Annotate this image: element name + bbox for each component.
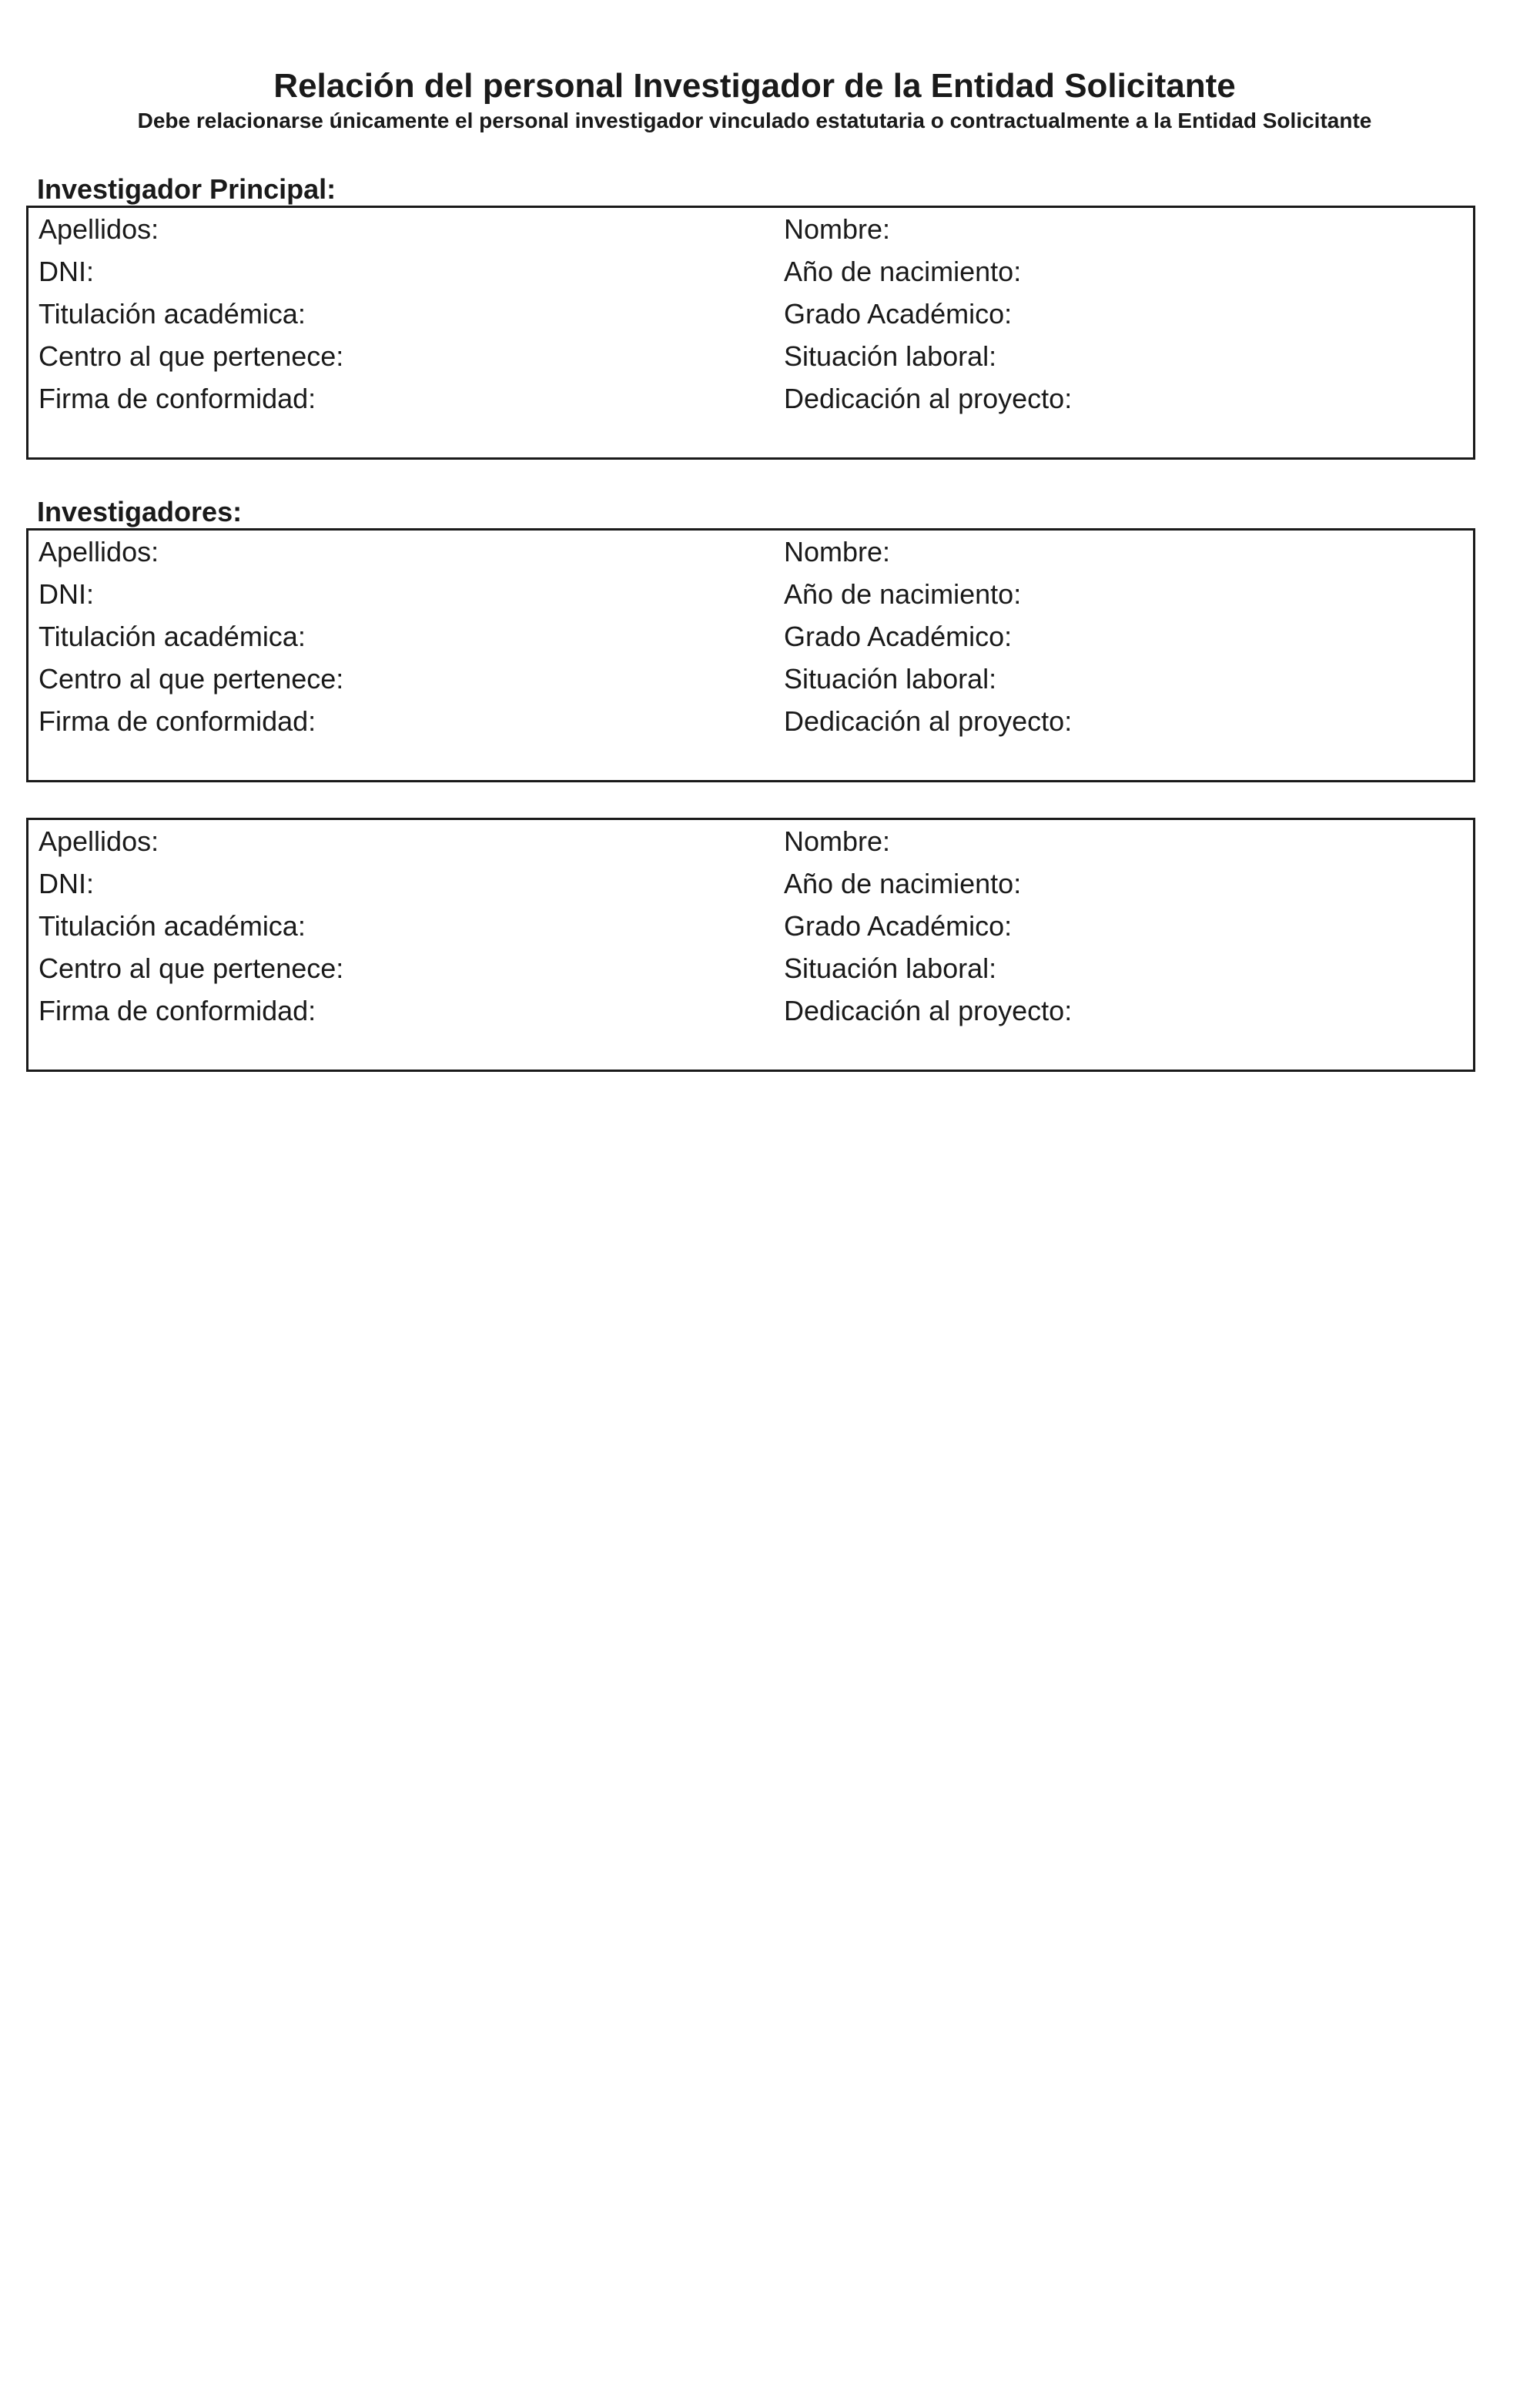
field-label-nombre: Nombre: — [784, 213, 891, 245]
field-label-apellidos: Apellidos: — [38, 825, 159, 857]
field-label-grado-academico: Grado Académico: — [784, 910, 1013, 942]
field-label-nombre: Nombre: — [784, 825, 891, 857]
page-subtitle: Debe relacionarse únicamente el personal investigador vinculado estatutaria o contractualmente a la Entidad Solicitante — [137, 109, 1372, 132]
field-label-titulacion-academica: Titulación académica: — [38, 298, 306, 330]
field-label-apellidos: Apellidos: — [38, 536, 159, 567]
field-label-centro: Centro al que pertenece: — [38, 663, 344, 695]
field-label-dedicacion-proyecto: Dedicación al proyecto: — [784, 705, 1073, 737]
form-box-investigador-2 — [26, 818, 1475, 1072]
field-label-firma-conformidad: Firma de conformidad: — [38, 705, 316, 737]
field-label-firma-conformidad: Firma de conformidad: — [38, 383, 316, 414]
field-label-apellidos: Apellidos: — [38, 213, 159, 245]
field-label-grado-academico: Grado Académico: — [784, 621, 1013, 652]
field-label-ano-nacimiento: Año de nacimiento: — [784, 578, 1022, 610]
field-label-dni: DNI: — [38, 868, 94, 899]
field-label-firma-conformidad: Firma de conformidad: — [38, 995, 316, 1026]
section-label-investigadores: Investigadores: — [37, 496, 243, 527]
field-label-grado-academico: Grado Académico: — [784, 298, 1013, 330]
form-box-investigador-1 — [26, 528, 1475, 782]
field-label-nombre: Nombre: — [784, 536, 891, 567]
field-label-situacion-laboral: Situación laboral: — [784, 340, 997, 372]
field-label-dni: DNI: — [38, 256, 94, 287]
field-label-dedicacion-proyecto: Dedicación al proyecto: — [784, 383, 1073, 414]
field-label-ano-nacimiento: Año de nacimiento: — [784, 868, 1022, 899]
field-label-dni: DNI: — [38, 578, 94, 610]
section-label-investigador-principal: Investigador Principal: — [37, 173, 336, 205]
field-label-situacion-laboral: Situación laboral: — [784, 952, 997, 984]
form-box-investigador-principal — [26, 206, 1475, 460]
field-label-centro: Centro al que pertenece: — [38, 952, 344, 984]
field-label-centro: Centro al que pertenece: — [38, 340, 344, 372]
field-label-titulacion-academica: Titulación académica: — [38, 910, 306, 942]
field-label-titulacion-academica: Titulación académica: — [38, 621, 306, 652]
page-title: Relación del personal Investigador de la Entidad Solicitante — [273, 67, 1236, 105]
field-label-ano-nacimiento: Año de nacimiento: — [784, 256, 1022, 287]
field-label-dedicacion-proyecto: Dedicación al proyecto: — [784, 995, 1073, 1026]
field-label-situacion-laboral: Situación laboral: — [784, 663, 997, 695]
